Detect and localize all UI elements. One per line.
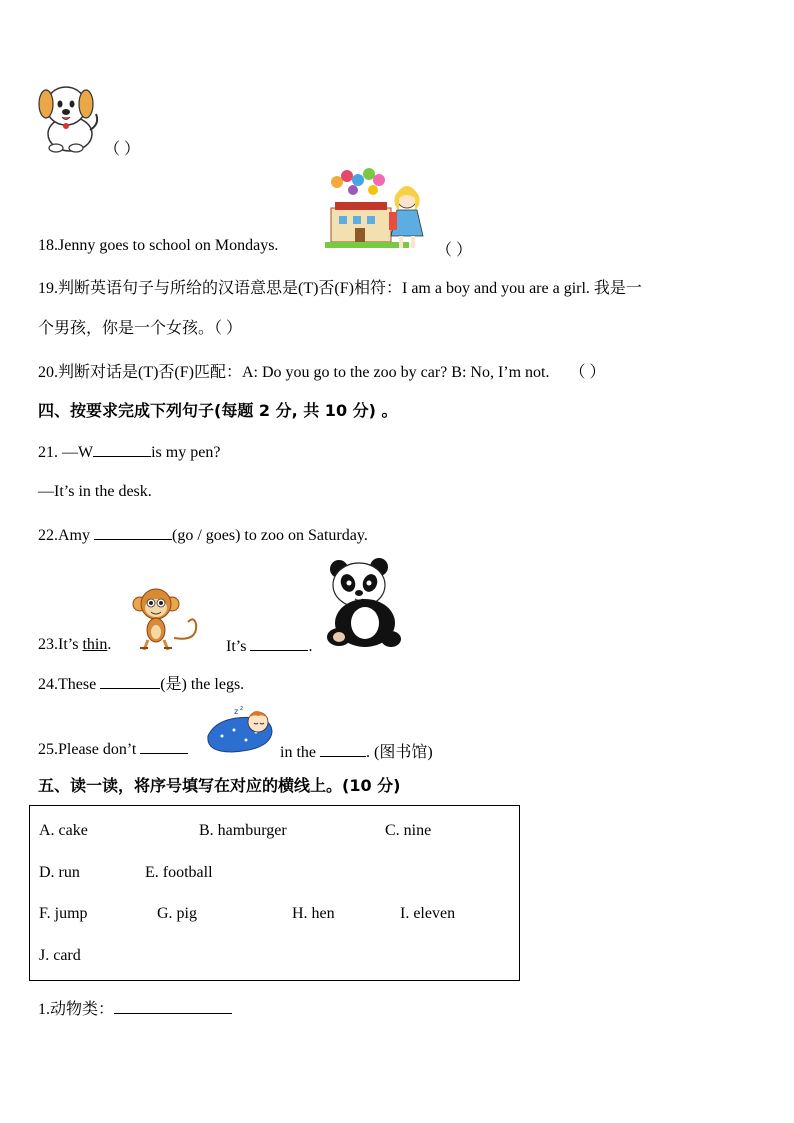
q23-end: . [308,638,313,655]
q1-blank[interactable] [114,999,232,1014]
q23-prefix: 23.It’s [38,636,83,653]
q20-text: 20.判断对话是(T)否(F)匹配：A: Do you go to the zoo by car? B: No, I’m not. [38,364,550,381]
q19-line1: 19.判断英语句子与所给的汉语意思是(T)否(F)相符：I am a boy and you are a girl. 我是一 [38,280,642,297]
q21-answer: —It’s in the desk. [38,483,152,500]
section5-heading: 五、读一读，将序号填写在对应的横线上。(10 分) [38,776,401,795]
q20-answer-paren[interactable]: （ ） [569,364,606,381]
q24-prefix: 24.These [38,676,101,693]
q18-text: 18.Jenny goes to school on Mondays. [38,237,279,254]
sleeping-child-illustration [206,706,276,754]
q18-answer-paren[interactable]: （ ） [436,242,473,259]
q19-line2[interactable]: 个男孩，你是一个女孩。（ ） [38,320,243,337]
q21-prefix: 21. —W [38,444,94,461]
q22-blank[interactable] [94,525,172,540]
q17-answer-paren[interactable]: （ ） [104,141,141,158]
q21-blank[interactable] [93,442,151,457]
q25-prefix: 25.Please don’t [38,741,141,758]
panda-illustration [325,557,403,649]
q24-blank[interactable] [100,674,160,689]
option-g: G. pig [157,905,197,922]
q25-mid: in the [280,744,320,761]
option-c: C. nine [385,822,432,839]
dog-illustration [36,78,100,154]
q25-suffix: . (图书馆) [366,744,433,761]
q23-dot: . [107,636,112,653]
section4-heading: 四、按要求完成下列句子(每题 2 分, 共 10 分) 。 [38,401,398,420]
q22-suffix: (go / goes) to zoo on Saturday. [172,527,368,544]
monkey-illustration [130,586,206,652]
option-f: F. jump [39,905,88,922]
q23-word: thin [82,636,108,653]
q23-blank[interactable] [250,636,308,651]
option-b: B. hamburger [199,822,287,839]
svg-text:z: z [240,705,244,712]
q1-label: 1.动物类： [38,1001,115,1018]
q25-blank1[interactable] [140,739,188,754]
svg-text:z: z [234,707,239,716]
q22-prefix: 22.Amy [38,527,94,544]
option-a: A. cake [39,822,88,839]
option-h: H. hen [292,905,335,922]
options-box [29,805,520,981]
q23-second-prefix: It’s [226,638,251,655]
q21-suffix: is my pen? [151,444,221,461]
option-j: J. card [39,947,81,964]
option-d: D. run [39,864,80,881]
q24-suffix: (是) the legs. [160,676,245,693]
school-girl-illustration [325,168,435,252]
q25-blank2[interactable] [320,742,366,757]
option-i: I. eleven [400,905,456,922]
option-e: E. football [145,864,213,881]
